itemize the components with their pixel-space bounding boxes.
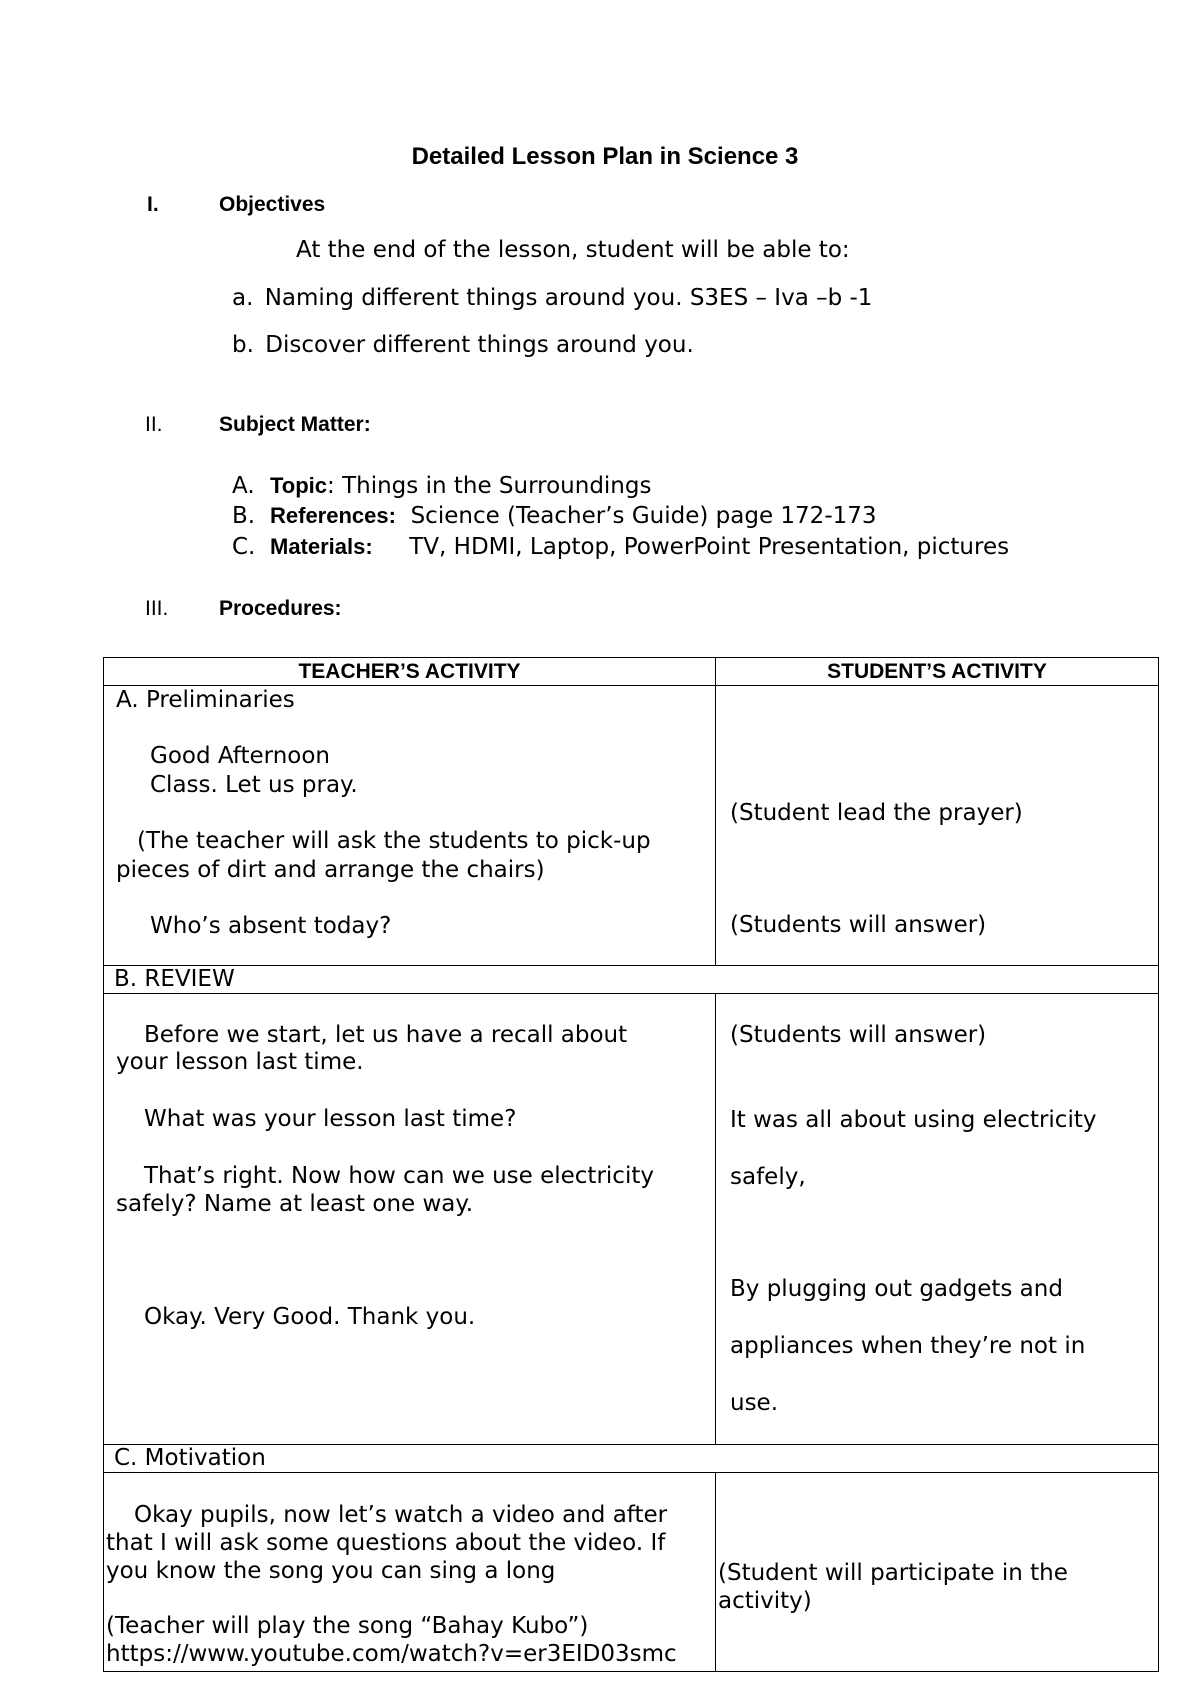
objectives-heading: Objectives bbox=[219, 193, 326, 216]
student-line: safely, bbox=[730, 1164, 806, 1190]
subject-value: Science (Teacher’s Guide) page 172-173 bbox=[395, 503, 877, 529]
teacher-line: pieces of dirt and arrange the chairs) bbox=[116, 857, 545, 883]
procedures-heading: Procedures: bbox=[219, 597, 342, 620]
teacher-line: safely? Name at least one way. bbox=[116, 1191, 474, 1217]
subject-key: Materials: bbox=[270, 534, 373, 559]
preliminaries-student-cell bbox=[716, 686, 1159, 966]
subject-item-topic bbox=[232, 473, 651, 499]
teacher-line: Before we start, let us have a recall about bbox=[144, 1022, 628, 1048]
subject-marker: A. bbox=[232, 473, 255, 499]
review-teacher-cell bbox=[104, 994, 716, 1445]
subject-key: References: bbox=[270, 503, 396, 528]
teacher-line: you know the song you can sing a long bbox=[106, 1558, 556, 1584]
section-heading: A. Preliminaries bbox=[116, 687, 295, 713]
table-row bbox=[104, 966, 1159, 994]
motivation-teacher-cell bbox=[104, 1473, 716, 1672]
student-activity-header: STUDENT’S ACTIVITY bbox=[716, 658, 1159, 686]
student-line: appliances when they’re not in bbox=[730, 1333, 1086, 1359]
objectives-intro: At the end of the lesson, student will be able to: bbox=[296, 237, 850, 263]
objective-marker: a. bbox=[232, 285, 254, 311]
teacher-line: your lesson last time. bbox=[116, 1049, 364, 1075]
teacher-line: Okay. Very Good. Thank you. bbox=[144, 1304, 476, 1330]
motivation-heading: C. Motivation bbox=[104, 1445, 1159, 1473]
student-line: By plugging out gadgets and bbox=[730, 1276, 1063, 1302]
youtube-link[interactable]: https://www.youtube.com/watch?v=er3EID03smc bbox=[106, 1641, 677, 1667]
subject-matter-heading: Subject Matter: bbox=[219, 413, 371, 436]
student-line: (Students will answer) bbox=[730, 912, 987, 938]
table-row bbox=[104, 994, 1159, 1445]
subject-marker: C. bbox=[232, 534, 256, 560]
subject-sep: : bbox=[327, 473, 335, 499]
objective-text: Naming different things around you. S3ES – Iva –b -1 bbox=[264, 285, 873, 311]
teacher-line: (Teacher will play the song “Bahay Kubo”) bbox=[106, 1613, 589, 1639]
procedures-number: III. bbox=[145, 597, 169, 620]
subject-marker: B. bbox=[232, 503, 256, 529]
table-row bbox=[104, 1445, 1159, 1473]
teacher-activity-header: TEACHER’S ACTIVITY bbox=[104, 658, 716, 686]
objective-item-b bbox=[232, 332, 694, 358]
student-line: use. bbox=[730, 1390, 779, 1416]
teacher-line: Class. Let us pray. bbox=[150, 772, 358, 798]
student-line: (Student lead the prayer) bbox=[730, 800, 1023, 826]
teacher-line: That’s right. Now how can we use electricity bbox=[144, 1163, 654, 1189]
subject-item-references bbox=[232, 503, 877, 529]
subject-key: Topic bbox=[270, 473, 328, 498]
subject-value: TV, HDMI, Laptop, PowerPoint Presentation, pictures bbox=[372, 534, 1010, 560]
objectives-number: I. bbox=[147, 193, 159, 216]
page-title: Detailed Lesson Plan in Science 3 bbox=[411, 143, 799, 170]
motivation-student-cell bbox=[716, 1473, 1159, 1672]
student-line: (Student will participate in the bbox=[718, 1560, 1068, 1586]
teacher-line: Who’s absent today? bbox=[150, 913, 392, 939]
teacher-line: (The teacher will ask the students to pick-up bbox=[137, 828, 651, 854]
student-line: (Students will answer) bbox=[730, 1022, 987, 1048]
objective-marker: b. bbox=[232, 332, 254, 358]
review-student-cell bbox=[716, 994, 1159, 1445]
preliminaries-teacher-cell bbox=[104, 686, 716, 966]
subject-item-materials bbox=[232, 534, 1009, 560]
subject-value: Things in the Surroundings bbox=[334, 473, 652, 499]
objective-item-a bbox=[232, 285, 872, 311]
review-heading: B. REVIEW bbox=[104, 966, 1159, 994]
subject-matter-number: II. bbox=[145, 413, 163, 436]
student-line: activity) bbox=[718, 1588, 812, 1614]
table-row bbox=[104, 1473, 1159, 1672]
student-line: It was all about using electricity bbox=[730, 1107, 1097, 1133]
teacher-line: What was your lesson last time? bbox=[144, 1106, 517, 1132]
procedures-table bbox=[103, 657, 1159, 1672]
teacher-line: Okay pupils, now let’s watch a video and after bbox=[134, 1502, 668, 1528]
teacher-line: Good Afternoon bbox=[150, 743, 331, 769]
table-row bbox=[104, 686, 1159, 966]
table-header-row bbox=[104, 658, 1159, 686]
teacher-line: that I will ask some questions about the video. If bbox=[106, 1530, 666, 1556]
objective-text: Discover different things around you. bbox=[265, 332, 694, 358]
